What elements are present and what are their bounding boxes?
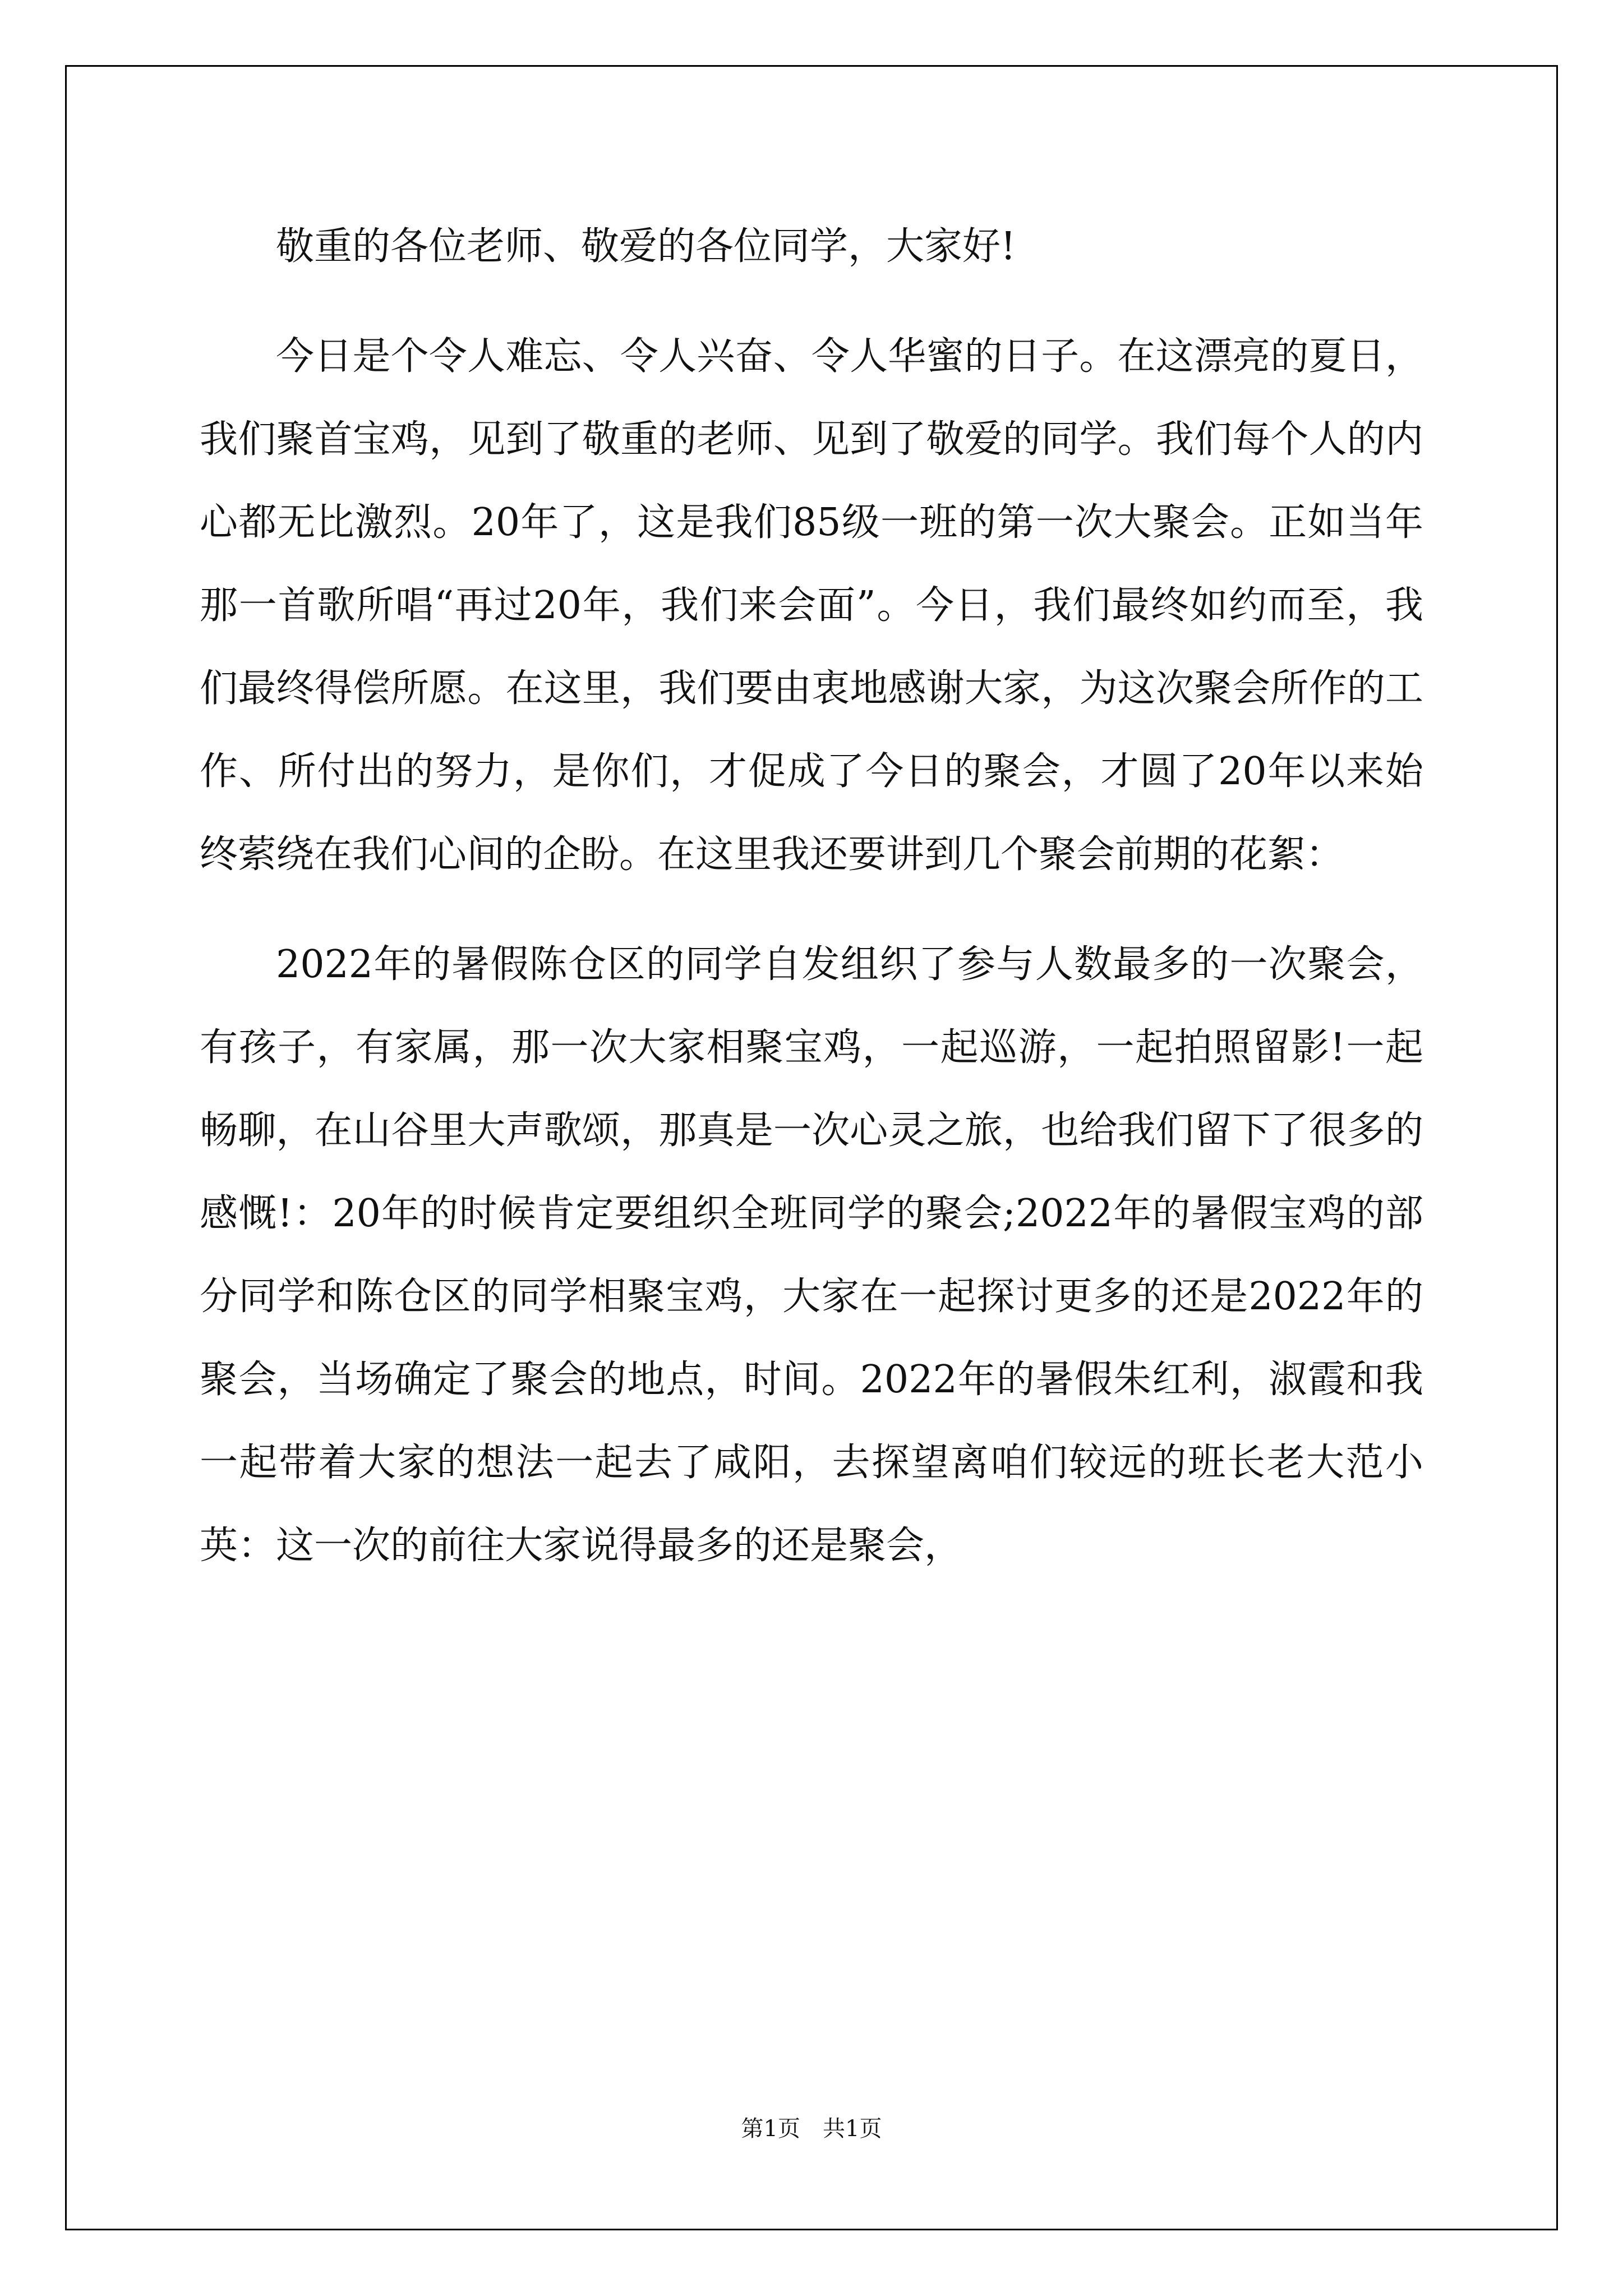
page-total: 共1页 [823,2116,882,2142]
paragraph-greeting: 敬重的各位老师、敬爱的各位同学，大家好! [276,224,1016,269]
page-number: 第1页 [741,2116,800,2142]
paragraph-anecdotes: 2022年的暑假陈仓区的同学自发组织了参与人数最多的一次聚会，有孩子，有家属，那一次大家相聚宝鸡，一起巡游，一起拍照留影!一起畅聊，在山谷里大声歌颂，那真是一次心灵之旅，也给我们留下了很多的感慨!：20年的时候肯定要组织全班同学的聚会;2022年的暑假宝鸡的部分同学和陈仓区的同学相聚宝鸡，大家在一起探讨更多的还是2022年的聚会，当场确定了聚会的地点，时间。2022年的暑假朱红利，淑霞和我一起带着大家的想法一起去了咸阳，去探望离咱们较远的班长老大范小英：这一次的前往大家说得最多的还是聚会， [200,942,1423,1568]
document-body [200,205,1423,1614]
paragraph-opening: 今日是个令人难忘、令人兴奋、令人华蜜的日子。在这漂亮的夏日，我们聚首宝鸡，见到了敬重的老师、见到了敬爱的同学。我们每个人的内心都无比激烈。20年了，这是我们85级一班的第一次大聚会。正如当年那一首歌所唱“再过20年，我们来会面”。今日，我们最终如约而至，我们最终得偿所愿。在这里，我们要由衷地感谢大家，为这次聚会所作的工作、所付出的努力，是你们，才促成了今日的聚会，才圆了20年以来始终萦绕在我们心间的企盼。在这里我还要讲到几个聚会前期的花絮： [200,334,1423,877]
page-footer [0,2115,1623,2143]
